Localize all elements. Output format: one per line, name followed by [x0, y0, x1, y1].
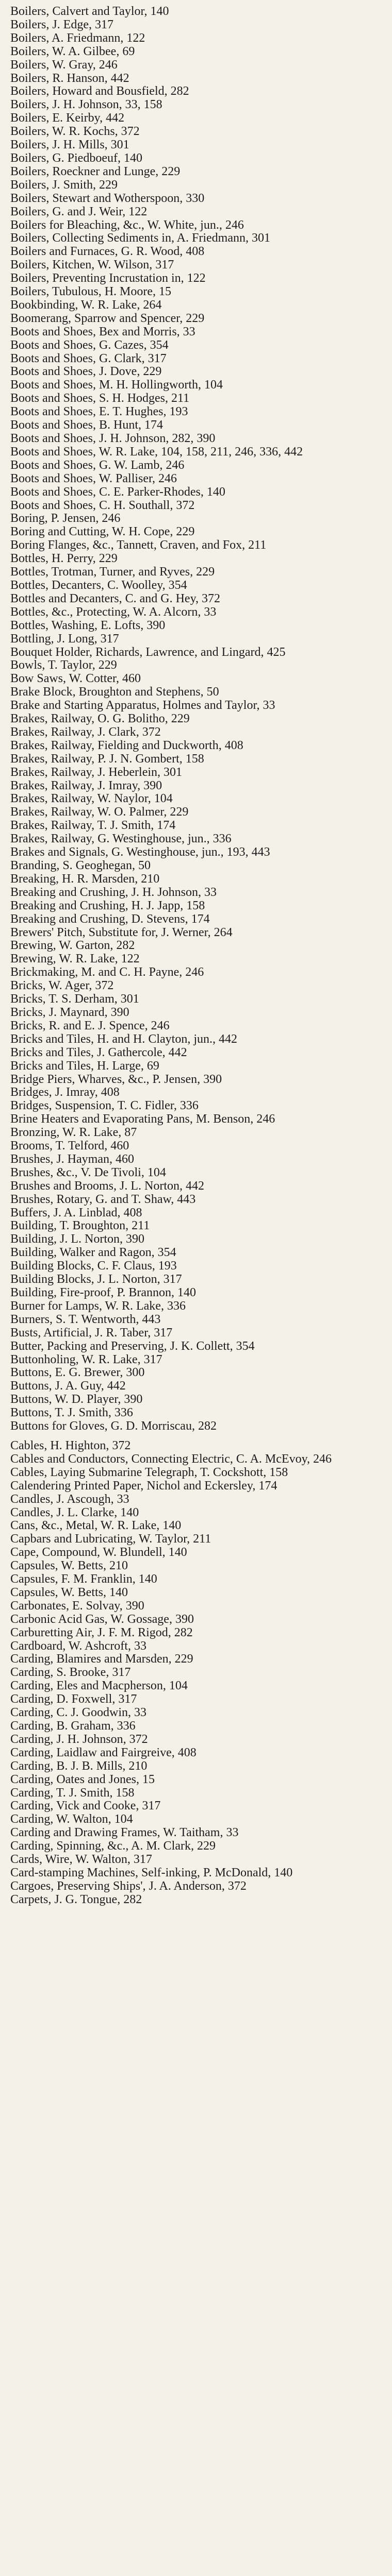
index-entry: Carding, Spinning, &c., A. M. Clark, 229 — [10, 1839, 216, 1853]
index-entry: Boring, P. Jensen, 246 — [10, 512, 121, 526]
index-entry: Buttons, W. D. Player, 390 — [10, 1393, 143, 1406]
index-entry: Carding, D. Foxwell, 317 — [10, 1692, 137, 1706]
index-entry: Brakes, Railway, W. Naylor, 104 — [10, 792, 173, 806]
index-entry: Boots and Shoes, E. T. Hughes, 193 — [10, 405, 188, 419]
index-entry: Bronzing, W. R. Lake, 87 — [10, 1126, 137, 1140]
index-entry: Boots and Shoes, J. H. Johnson, 282, 390 — [10, 432, 216, 445]
index-entry: Boilers, A. Friedmann, 122 — [10, 31, 145, 45]
index-entry: Bottles, Decanters, C. Woolley, 354 — [10, 578, 187, 592]
index-entry: Building, Walker and Ragon, 354 — [10, 1246, 176, 1260]
index-list — [10, 5, 384, 1907]
index-entry: Buttons for Gloves, G. D. Morriscau, 282 — [10, 1419, 217, 1433]
index-entry: Candles, J. Ascough, 33 — [10, 1492, 129, 1506]
index-entry: Breaking and Crushing, H. J. Japp, 158 — [10, 899, 205, 912]
index-entry: Boilers, Roeckner and Lunge, 229 — [10, 164, 181, 178]
index-entry: Buttonholing, W. R. Lake, 317 — [10, 1352, 162, 1366]
index-entry: Brake and Starting Apparatus, Holmes and Taylor, 33 — [10, 699, 275, 713]
index-entry: Building Blocks, J. L. Norton, 317 — [10, 1273, 182, 1286]
index-entry: Carbonic Acid Gas, W. Gossage, 390 — [10, 1612, 194, 1626]
index-entry: Capsules, F. M. Franklin, 140 — [10, 1572, 157, 1586]
index-entry: Bricks, T. S. Derham, 301 — [10, 992, 139, 1006]
index-entry: Burners, S. T. Wentworth, 443 — [10, 1312, 161, 1326]
index-entry: Bricks, W. Ager, 372 — [10, 979, 114, 993]
index-entry: Brake Block, Broughton and Stephens, 50 — [10, 685, 219, 699]
index-entry: Brewing, W. Garton, 282 — [10, 939, 135, 953]
index-entry: Capbars and Lubricating, W. Taylor, 211 — [10, 1532, 211, 1546]
index-entry: Cables and Conductors, Connecting Electric, C. A. McEvoy, 246 — [10, 1452, 332, 1466]
index-entry: Cans, &c., Metal, W. R. Lake, 140 — [10, 1519, 182, 1533]
index-entry: Brakes, Railway, T. J. Smith, 174 — [10, 819, 176, 833]
index-entry: Bridges, J. Imray, 408 — [10, 1086, 120, 1099]
index-entry: Capsules, W. Betts, 210 — [10, 1559, 128, 1573]
index-entry: Boilers, Howard and Bousfield, 282 — [10, 84, 189, 98]
index-entry: Brine Heaters and Evaporating Pans, M. Benson, 246 — [10, 1112, 275, 1126]
index-entry: Breaking, H. R. Marsden, 210 — [10, 872, 160, 886]
index-entry: Brickmaking, M. and C. H. Payne, 246 — [10, 965, 204, 979]
index-entry: Cardboard, W. Ashcroft, 33 — [10, 1639, 146, 1653]
index-entry: Carding, W. Walton, 104 — [10, 1812, 133, 1826]
index-entry: Carding, J. H. Johnson, 372 — [10, 1732, 148, 1746]
index-entry: Boilers, J. H. Mills, 301 — [10, 138, 129, 152]
index-entry: Boilers, Tubulous, H. Moore, 15 — [10, 285, 172, 299]
index-entry: Boilers, W. R. Kochs, 372 — [10, 125, 140, 139]
index-entry: Buttons, E. G. Brewer, 300 — [10, 1366, 145, 1380]
index-entry: Butter, Packing and Preserving, J. K. Collett, 354 — [10, 1339, 255, 1353]
index-entry: Card-stamping Machines, Self-inking, P. McDonald, 140 — [10, 1866, 293, 1879]
index-entry: Brushes and Brooms, J. L. Norton, 442 — [10, 1179, 204, 1193]
index-entry: Brakes, Railway, G. Westinghouse, jun., 336 — [10, 832, 232, 846]
index-entry: Boilers, G. and J. Weir, 122 — [10, 205, 148, 218]
index-entry: Carbonates, E. Solvay, 390 — [10, 1599, 144, 1613]
index-entry: Boring Flanges, &c., Tannett, Craven, and Fox, 211 — [10, 538, 267, 552]
index-entry: Boilers, G. Piedboeuf, 140 — [10, 151, 142, 165]
index-entry: Carding, Eles and Macpherson, 104 — [10, 1679, 188, 1693]
index-entry: Bow Saws, W. Cotter, 460 — [10, 672, 141, 686]
index-entry: Cards, Wire, W. Walton, 317 — [10, 1853, 152, 1867]
index-entry: Boilers, Stewart and Wotherspoon, 330 — [10, 191, 205, 205]
index-entry: Carding, S. Brooke, 317 — [10, 1666, 131, 1680]
index-entry: Boilers, E. Keirby, 442 — [10, 111, 125, 125]
index-entry: Capsules, W. Betts, 140 — [10, 1585, 128, 1599]
index-entry: Brewers' Pitch, Substitute for, J. Werner, 264 — [10, 925, 233, 939]
index-entry: Brakes, Railway, Fielding and Duckworth, 408 — [10, 738, 243, 752]
index-entry: Boilers, Kitchen, W. Wilson, 317 — [10, 258, 174, 272]
index-entry: Bottles, Trotman, Turner, and Ryves, 229 — [10, 565, 215, 579]
index-entry: Bridge Piers, Wharves, &c., P. Jensen, 390 — [10, 1072, 222, 1086]
index-entry: Boots and Shoes, B. Hunt, 174 — [10, 418, 164, 432]
index-entry: Brakes, Railway, J. Clark, 372 — [10, 725, 161, 739]
index-entry: Brakes, Railway, O. G. Bolitho, 229 — [10, 712, 190, 726]
index-entry: Bottles, H. Perry, 229 — [10, 552, 118, 566]
index-entry: Boilers, R. Hanson, 442 — [10, 71, 129, 85]
index-entry: Calendering Printed Paper, Nichol and Eckersley, 174 — [10, 1479, 277, 1493]
index-entry: Carburetting Air, J. F. M. Rigod, 282 — [10, 1625, 193, 1639]
index-entry: Boots and Shoes, W. Palliser, 246 — [10, 471, 177, 485]
index-entry: Carding, C. J. Goodwin, 33 — [10, 1706, 146, 1720]
index-entry: Brakes, Railway, J. Imray, 390 — [10, 778, 162, 792]
index-entry: Bottles, &c., Protecting, W. A. Alcorn, 33 — [10, 605, 217, 619]
index-entry: Bridges, Suspension, T. C. Fidler, 336 — [10, 1099, 199, 1113]
index-entry: Carding, B. Graham, 336 — [10, 1719, 136, 1733]
index-entry: Building Blocks, C. F. Claus, 193 — [10, 1259, 177, 1273]
index-entry: Bowls, T. Taylor, 229 — [10, 658, 117, 672]
index-entry: Bricks, J. Maynard, 390 — [10, 1005, 129, 1019]
index-entry: Burner for Lamps, W. R. Lake, 336 — [10, 1299, 186, 1313]
index-entry: Boilers, J. Smith, 229 — [10, 178, 118, 192]
index-entry: Bricks and Tiles, J. Gathercole, 442 — [10, 1045, 187, 1059]
index-entry: Bottling, J. Long, 317 — [10, 632, 119, 646]
index-entry: Buttons, T. J. Smith, 336 — [10, 1406, 133, 1420]
index-entry: Boring and Cutting, W. H. Cope, 229 — [10, 525, 195, 539]
index-entry: Boilers, Preventing Incrustation in, 122 — [10, 272, 206, 285]
index-entry: Boilers, W. Gray, 246 — [10, 58, 118, 72]
index-entry: Boilers, J. H. Johnson, 33, 158 — [10, 98, 162, 112]
index-entry: Boots and Shoes, C. H. Southall, 372 — [10, 498, 195, 512]
index-entry: Bookbinding, W. R. Lake, 264 — [10, 298, 162, 312]
index-entry: Bottles and Decanters, C. and G. Hey, 372 — [10, 591, 221, 605]
index-entry: Building, Fire-proof, P. Brannon, 140 — [10, 1286, 196, 1299]
index-entry: Brakes, Railway, J. Heberlein, 301 — [10, 765, 183, 779]
index-entry: Boilers, J. Edge, 317 — [10, 18, 113, 31]
index-entry: Boots and Shoes, G. Clark, 317 — [10, 351, 167, 365]
index-entry: Busts, Artificial, J. R. Taber, 317 — [10, 1326, 173, 1340]
index-entry: Boots and Shoes, J. Dove, 229 — [10, 365, 162, 379]
index-entry: Building, T. Broughton, 211 — [10, 1219, 150, 1233]
index-entry: Bricks and Tiles, H. Large, 69 — [10, 1059, 159, 1073]
index-entry: Boots and Shoes, Bex and Morris, 33 — [10, 325, 195, 338]
index-entry: Brakes, Railway, W. O. Palmer, 229 — [10, 805, 189, 819]
index-entry: Branding, S. Geoghegan, 50 — [10, 859, 151, 872]
index-entry: Boots and Shoes, C. E. Parker-Rhodes, 140 — [10, 485, 225, 499]
index-entry: Cape, Compound, W. Blundell, 140 — [10, 1546, 187, 1560]
index-entry: Carding, B. J. B. Mills, 210 — [10, 1759, 148, 1773]
index-entry: Cables, Laying Submarine Telegraph, T. Cockshott, 158 — [10, 1465, 288, 1479]
index-entry: Carpets, J. G. Tongue, 282 — [10, 1892, 142, 1906]
index-entry: Bricks and Tiles, H. and H. Clayton, jun., 442 — [10, 1032, 238, 1046]
index-entry: Cables, H. Highton, 372 — [10, 1438, 131, 1452]
index-entry: Boilers, Collecting Sediments in, A. Friedmann, 301 — [10, 231, 270, 245]
index-entry: Brooms, T. Telford, 460 — [10, 1139, 129, 1153]
index-entry: Boots and Shoes, G. Cazes, 354 — [10, 338, 169, 352]
index-entry: Carding, Blamires and Marsden, 229 — [10, 1652, 193, 1666]
index-entry: Brakes and Signals, G. Westinghouse, jun., 193, 443 — [10, 845, 270, 859]
index-entry: Carding, Vick and Cooke, 317 — [10, 1799, 161, 1813]
index-entry: Boomerang, Sparrow and Spencer, 229 — [10, 311, 205, 325]
index-entry: Bricks, R. and E. J. Spence, 246 — [10, 1019, 170, 1032]
index-entry: Carding and Drawing Frames, W. Taitham, 33 — [10, 1826, 239, 1840]
index-entry: Buttons, J. A. Guy, 442 — [10, 1379, 126, 1393]
index-entry: Boilers for Bleaching, &c., W. White, jun., 246 — [10, 218, 244, 232]
index-entry: Boots and Shoes, M. H. Hollingworth, 104 — [10, 378, 223, 392]
index-entry: Building, J. L. Norton, 390 — [10, 1232, 145, 1246]
index-entry: Breaking and Crushing, D. Stevens, 174 — [10, 912, 210, 926]
index-entry: Boilers, W. A. Gilbee, 69 — [10, 44, 135, 58]
index-entry: Brushes, &c., V. De Tivoli, 104 — [10, 1165, 166, 1179]
index-entry: Bottles, Washing, E. Lofts, 390 — [10, 618, 166, 632]
index-entry: Boots and Shoes, S. H. Hodges, 211 — [10, 392, 190, 405]
index-entry: Carding, Oates and Jones, 15 — [10, 1772, 155, 1786]
index-entry: Brushes, J. Hayman, 460 — [10, 1152, 134, 1166]
index-entry: Buffers, J. A. Linblad, 408 — [10, 1206, 142, 1219]
index-entry: Boots and Shoes, G. W. Lamb, 246 — [10, 458, 185, 472]
index-entry: Candles, J. L. Clarke, 140 — [10, 1505, 139, 1519]
index-entry: Cargoes, Preserving Ships', J. A. Anderson, 372 — [10, 1879, 247, 1893]
index-entry: Breaking and Crushing, J. H. Johnson, 33 — [10, 885, 217, 899]
index-entry: Carding, T. J. Smith, 158 — [10, 1786, 135, 1800]
index-entry: Brewing, W. R. Lake, 122 — [10, 952, 140, 966]
index-entry: Carding, Laidlaw and Fairgreive, 408 — [10, 1745, 197, 1759]
index-entry: Boilers, Calvert and Taylor, 140 — [10, 5, 169, 18]
index-entry: Bouquet Holder, Richards, Lawrence, and Lingard, 425 — [10, 645, 286, 659]
index-entry: Boots and Shoes, W. R. Lake, 104, 158, 211, 246, 336, 442 — [10, 445, 303, 459]
index-entry: Boilers and Furnaces, G. R. Wood, 408 — [10, 245, 205, 259]
index-entry: Brakes, Railway, P. J. N. Gombert, 158 — [10, 752, 204, 766]
index-entry: Brushes, Rotary, G. and T. Shaw, 443 — [10, 1192, 196, 1206]
